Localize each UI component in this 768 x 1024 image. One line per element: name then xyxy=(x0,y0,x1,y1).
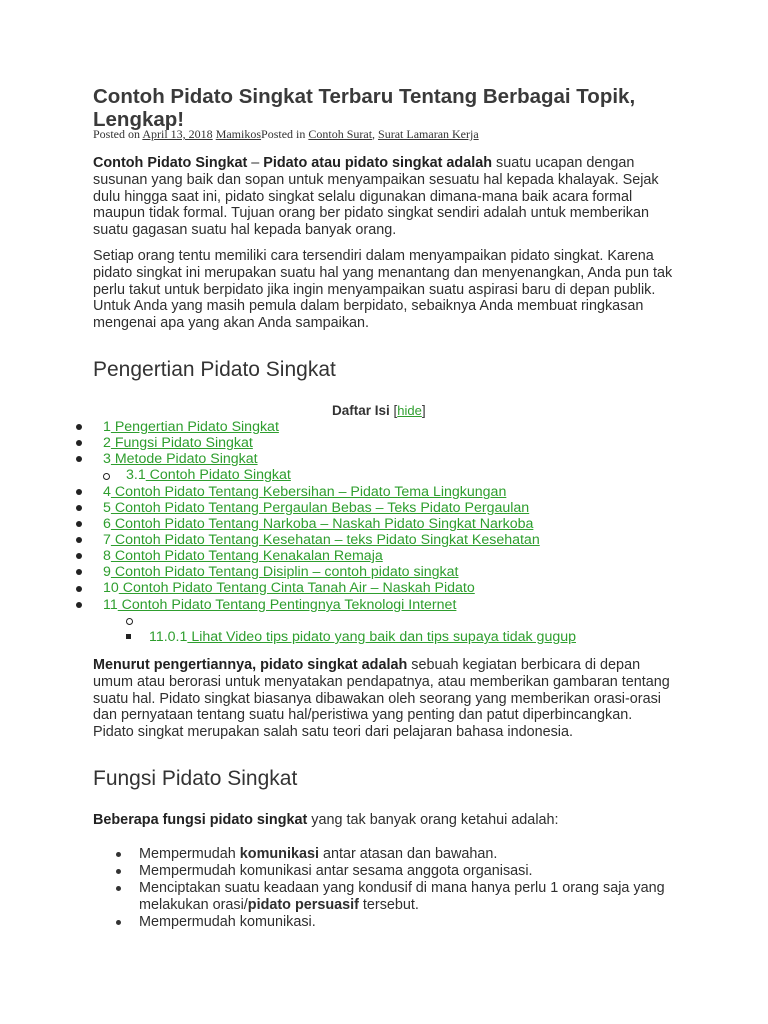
toc-item[interactable]: 11 Contoh Pidato Tentang Pentingnya Teknologi Internet xyxy=(103,597,457,613)
fungsi-item: Mempermudah komunikasi antar atasan dan bawahan. xyxy=(139,846,498,862)
toc-item[interactable]: 8 Contoh Pidato Tentang Kenakalan Remaja xyxy=(103,548,383,564)
toc-item[interactable]: 3 Metode Pidato Singkat xyxy=(103,451,258,467)
heading-fungsi: Fungsi Pidato Singkat xyxy=(93,767,298,790)
bullet-icon xyxy=(76,537,82,543)
bullet-icon xyxy=(116,886,121,891)
bullet-icon xyxy=(76,586,82,592)
post-date-link[interactable]: April 13, 2018 xyxy=(142,127,213,141)
square-bullet-icon xyxy=(126,634,131,639)
bullet-icon xyxy=(76,553,82,559)
toc-title: Daftar Isi [hide] xyxy=(332,403,426,418)
bullet-icon xyxy=(116,852,121,857)
bullet-icon xyxy=(76,505,82,511)
toc-item[interactable]: 9 Contoh Pidato Tentang Disiplin – contoh pidato singkat xyxy=(103,564,459,580)
fungsi-item: Mempermudah komunikasi antar sesama anggota organisasi. xyxy=(139,863,533,879)
circle-bullet-icon xyxy=(103,473,110,480)
post-meta: Posted on April 13, 2018 MamikosPosted in Contoh Surat, Surat Lamaran Kerja xyxy=(93,127,479,141)
circle-bullet-icon xyxy=(126,618,133,625)
bullet-icon xyxy=(76,569,82,575)
toc-item[interactable]: 4 Contoh Pidato Tentang Kebersihan – Pidato Tema Lingkungan xyxy=(103,484,507,500)
bullet-icon xyxy=(76,602,82,608)
toc-item[interactable]: 7 Contoh Pidato Tentang Kesehatan – teks Pidato Singkat Kesehatan xyxy=(103,532,540,548)
toc-item[interactable]: 6 Contoh Pidato Tentang Narkoba – Naskah Pidato Singkat Narkoba xyxy=(103,516,534,532)
toc-subitem[interactable]: 11.0.1 Lihat Video tips pidato yang baik dan tips supaya tidak gugup xyxy=(149,629,577,645)
fungsi-item: Mempermudah komunikasi. xyxy=(139,914,316,930)
fungsi-item: Menciptakan suatu keadaan yang kondusif di mana hanya perlu 1 orang saja yang melakukan orasi/pidato persuasif tersebut. xyxy=(139,880,665,913)
intro-paragraph-1: Contoh Pidato Singkat – Pidato atau pidato singkat adalah suatu ucapan dengan susunan yang baik dan sopan untuk menyampaikan sesuatu hal kepada khalayak. Sejak dulu hingga saat ini, pidato singkat selalu digunakan dimana-mana baik acara formal maupun tidak formal. Tujuan orang ber pidato singkat sendiri adalah untuk memberikan suatu gagasan suatu hal kepada banyak orang. xyxy=(93,155,659,239)
author-link[interactable]: Mamikos xyxy=(215,127,262,141)
toc-item[interactable]: 1 Pengertian Pidato Singkat xyxy=(103,419,279,435)
article-title: Contoh Pidato Singkat Terbaru Tentang Berbagai Topik, Lengkap! xyxy=(93,85,636,131)
bullet-icon xyxy=(76,521,82,527)
heading-pengertian: Pengertian Pidato Singkat xyxy=(93,358,336,381)
category-link-contoh-surat[interactable]: Contoh Surat xyxy=(308,127,373,141)
bullet-icon xyxy=(76,440,82,446)
toc-hide-link[interactable]: hide xyxy=(397,403,422,418)
toc-item[interactable]: 10 Contoh Pidato Tentang Cinta Tanah Air – Naskah Pidato xyxy=(103,580,475,596)
intro-paragraph-2: Setiap orang tentu memiliki cara tersendiri dalam menyampaikan pidato singkat. Karena pidato singkat ini merupakan suatu hal yang menantang dan menyenangkan, Anda pun tak perlu takut untuk berpidato jika ingin menyampaikan suatu aspirasi baru di depan publik. Untuk Anda yang masih pemula dalam berpidato, sebaiknya Anda membuat ringkasan mengenai apa yang akan Anda sampaikan. xyxy=(93,248,673,332)
toc-item[interactable]: 5 Contoh Pidato Tentang Pergaulan Bebas – Teks Pidato Pergaulan xyxy=(103,500,530,516)
bullet-icon xyxy=(116,920,121,925)
bullet-icon xyxy=(76,424,82,430)
bullet-icon xyxy=(76,489,82,495)
pengertian-paragraph: Menurut pengertiannya, pidato singkat adalah sebuah kegiatan berbicara di depan umum atau berorasi untuk menyatakan pendapatnya, atau memberikan gambaran tentang suatu hal. Pidato singkat biasanya dibawakan oleh seorang yang memberikan orasi-orasi dan pernyataan tentang suatu hal/peristiwa yang penting dan patut diperbincangkan. Pidato singkat merupakan salah satu teori dari pelajaran bahasa indonesia. xyxy=(93,657,670,741)
bullet-icon xyxy=(116,869,121,874)
toc-subitem[interactable]: 3.1 Contoh Pidato Singkat xyxy=(126,467,291,483)
category-link-surat-lamaran[interactable]: Surat Lamaran Kerja xyxy=(378,127,479,141)
toc-item[interactable]: 2 Fungsi Pidato Singkat xyxy=(103,435,253,451)
bullet-icon xyxy=(76,456,82,462)
fungsi-intro: Beberapa fungsi pidato singkat yang tak banyak orang ketahui adalah: xyxy=(93,812,559,828)
